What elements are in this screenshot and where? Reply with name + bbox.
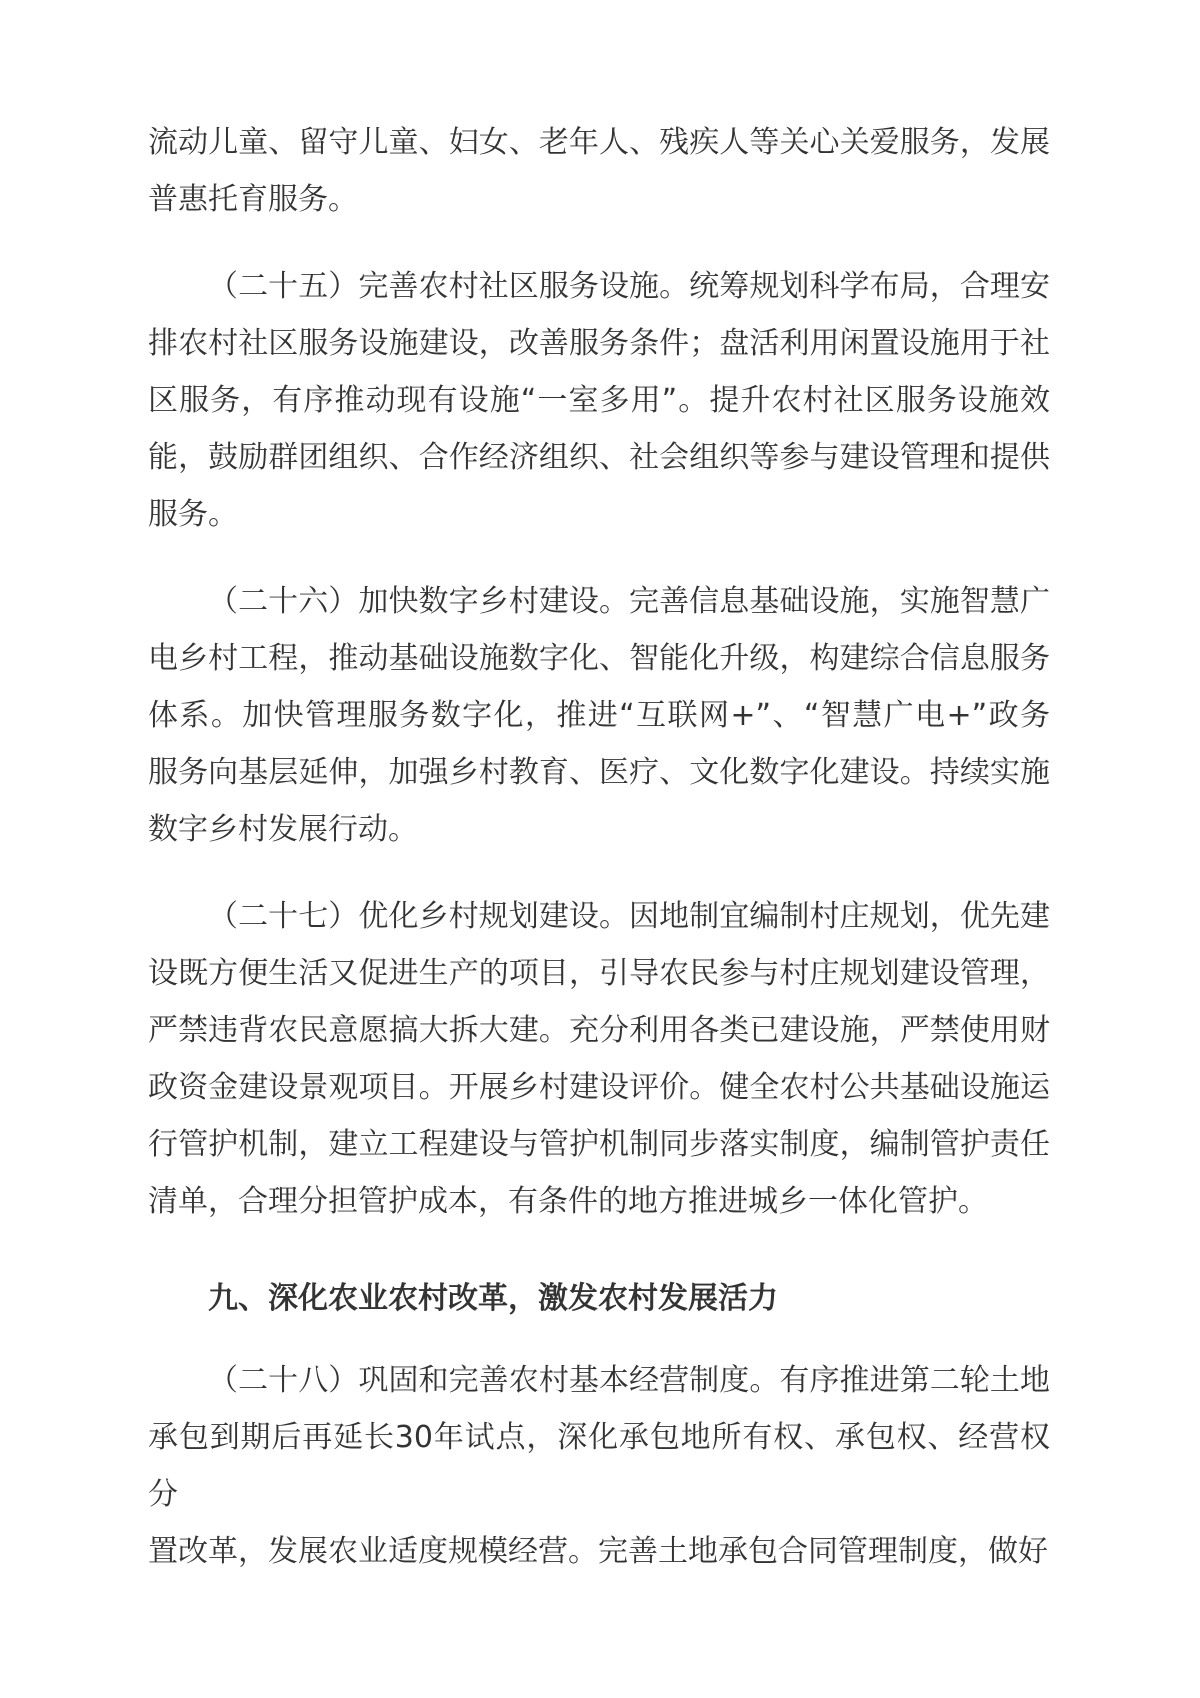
text-line: 流动儿童、留守儿童、妇女、老年人、残疾人等关心关爱服务，发展 (148, 125, 1050, 160)
paragraph-28 (148, 1352, 1050, 1580)
text-line: 普惠托育服务。 (148, 182, 358, 217)
text-line: 能，鼓励群团组织、合作经济组织、社会组织等参与建设管理和提供 (148, 440, 1050, 475)
section-heading-9 (148, 1270, 1050, 1327)
heading-line: 九、深化农业农村改革，激发农村发展活力 (208, 1281, 778, 1316)
text-line: 区服务，有序推动现有设施“一室多用”。提升农村社区服务设施效 (148, 383, 1050, 418)
text-line: 行管护机制，建立工程建设与管护机制同步落实制度，编制管护责任 (148, 1127, 1050, 1162)
text-line: 排农村社区服务设施建设，改善服务条件；盘活利用闲置设施用于社 (148, 326, 1050, 361)
text-line: 电乡村工程，推动基础设施数字化、智能化升级，构建综合信息服务 (148, 641, 1050, 676)
text-line: （二十六）加快数字乡村建设。完善信息基础设施，实施智慧广 (208, 584, 1050, 619)
text-line: 置改革，发展农业适度规模经营。完善土地承包合同管理制度，做好 (148, 1534, 1048, 1569)
text-line: （二十七）优化乡村规划建设。因地制宜编制村庄规划，优先建 (208, 899, 1050, 934)
text-line: 服务向基层延伸，加强乡村教育、医疗、文化数字化建设。持续实施 (148, 755, 1050, 790)
text-line: 清单，合理分担管护成本，有条件的地方推进城乡一体化管护。 (148, 1184, 988, 1219)
text-line: 服务。 (148, 497, 238, 532)
paragraph-25 (148, 258, 1050, 543)
text-line: 设既方便生活又促进生产的项目，引导农民参与村庄规划建设管理， (148, 956, 1050, 991)
text-line: 数字乡村发展行动。 (148, 812, 418, 847)
paragraph-27 (148, 888, 1050, 1230)
text-line: 严禁违背农民意愿搞大拆大建。充分利用各类已建设施，严禁使用财 (148, 1013, 1050, 1048)
paragraph-26 (148, 573, 1050, 858)
text-line: 体系。加快管理服务数字化，推进“互联网+”、“智慧广电+”政务 (148, 698, 1050, 733)
text-line: （二十八）巩固和完善农村基本经营制度。有序推进第二轮土地 (208, 1363, 1050, 1398)
text-line: 政资金建设景观项目。开展乡村建设评价。健全农村公共基础设施运 (148, 1070, 1050, 1105)
text-line: （二十五）完善农村社区服务设施。统筹规划科学布局，合理安 (208, 269, 1050, 304)
paragraph-24-continuation (148, 114, 1050, 228)
document-body (148, 114, 1050, 1580)
text-line: 承包到期后再延长30年试点，深化承包地所有权、承包权、经营权分 (148, 1420, 1050, 1512)
